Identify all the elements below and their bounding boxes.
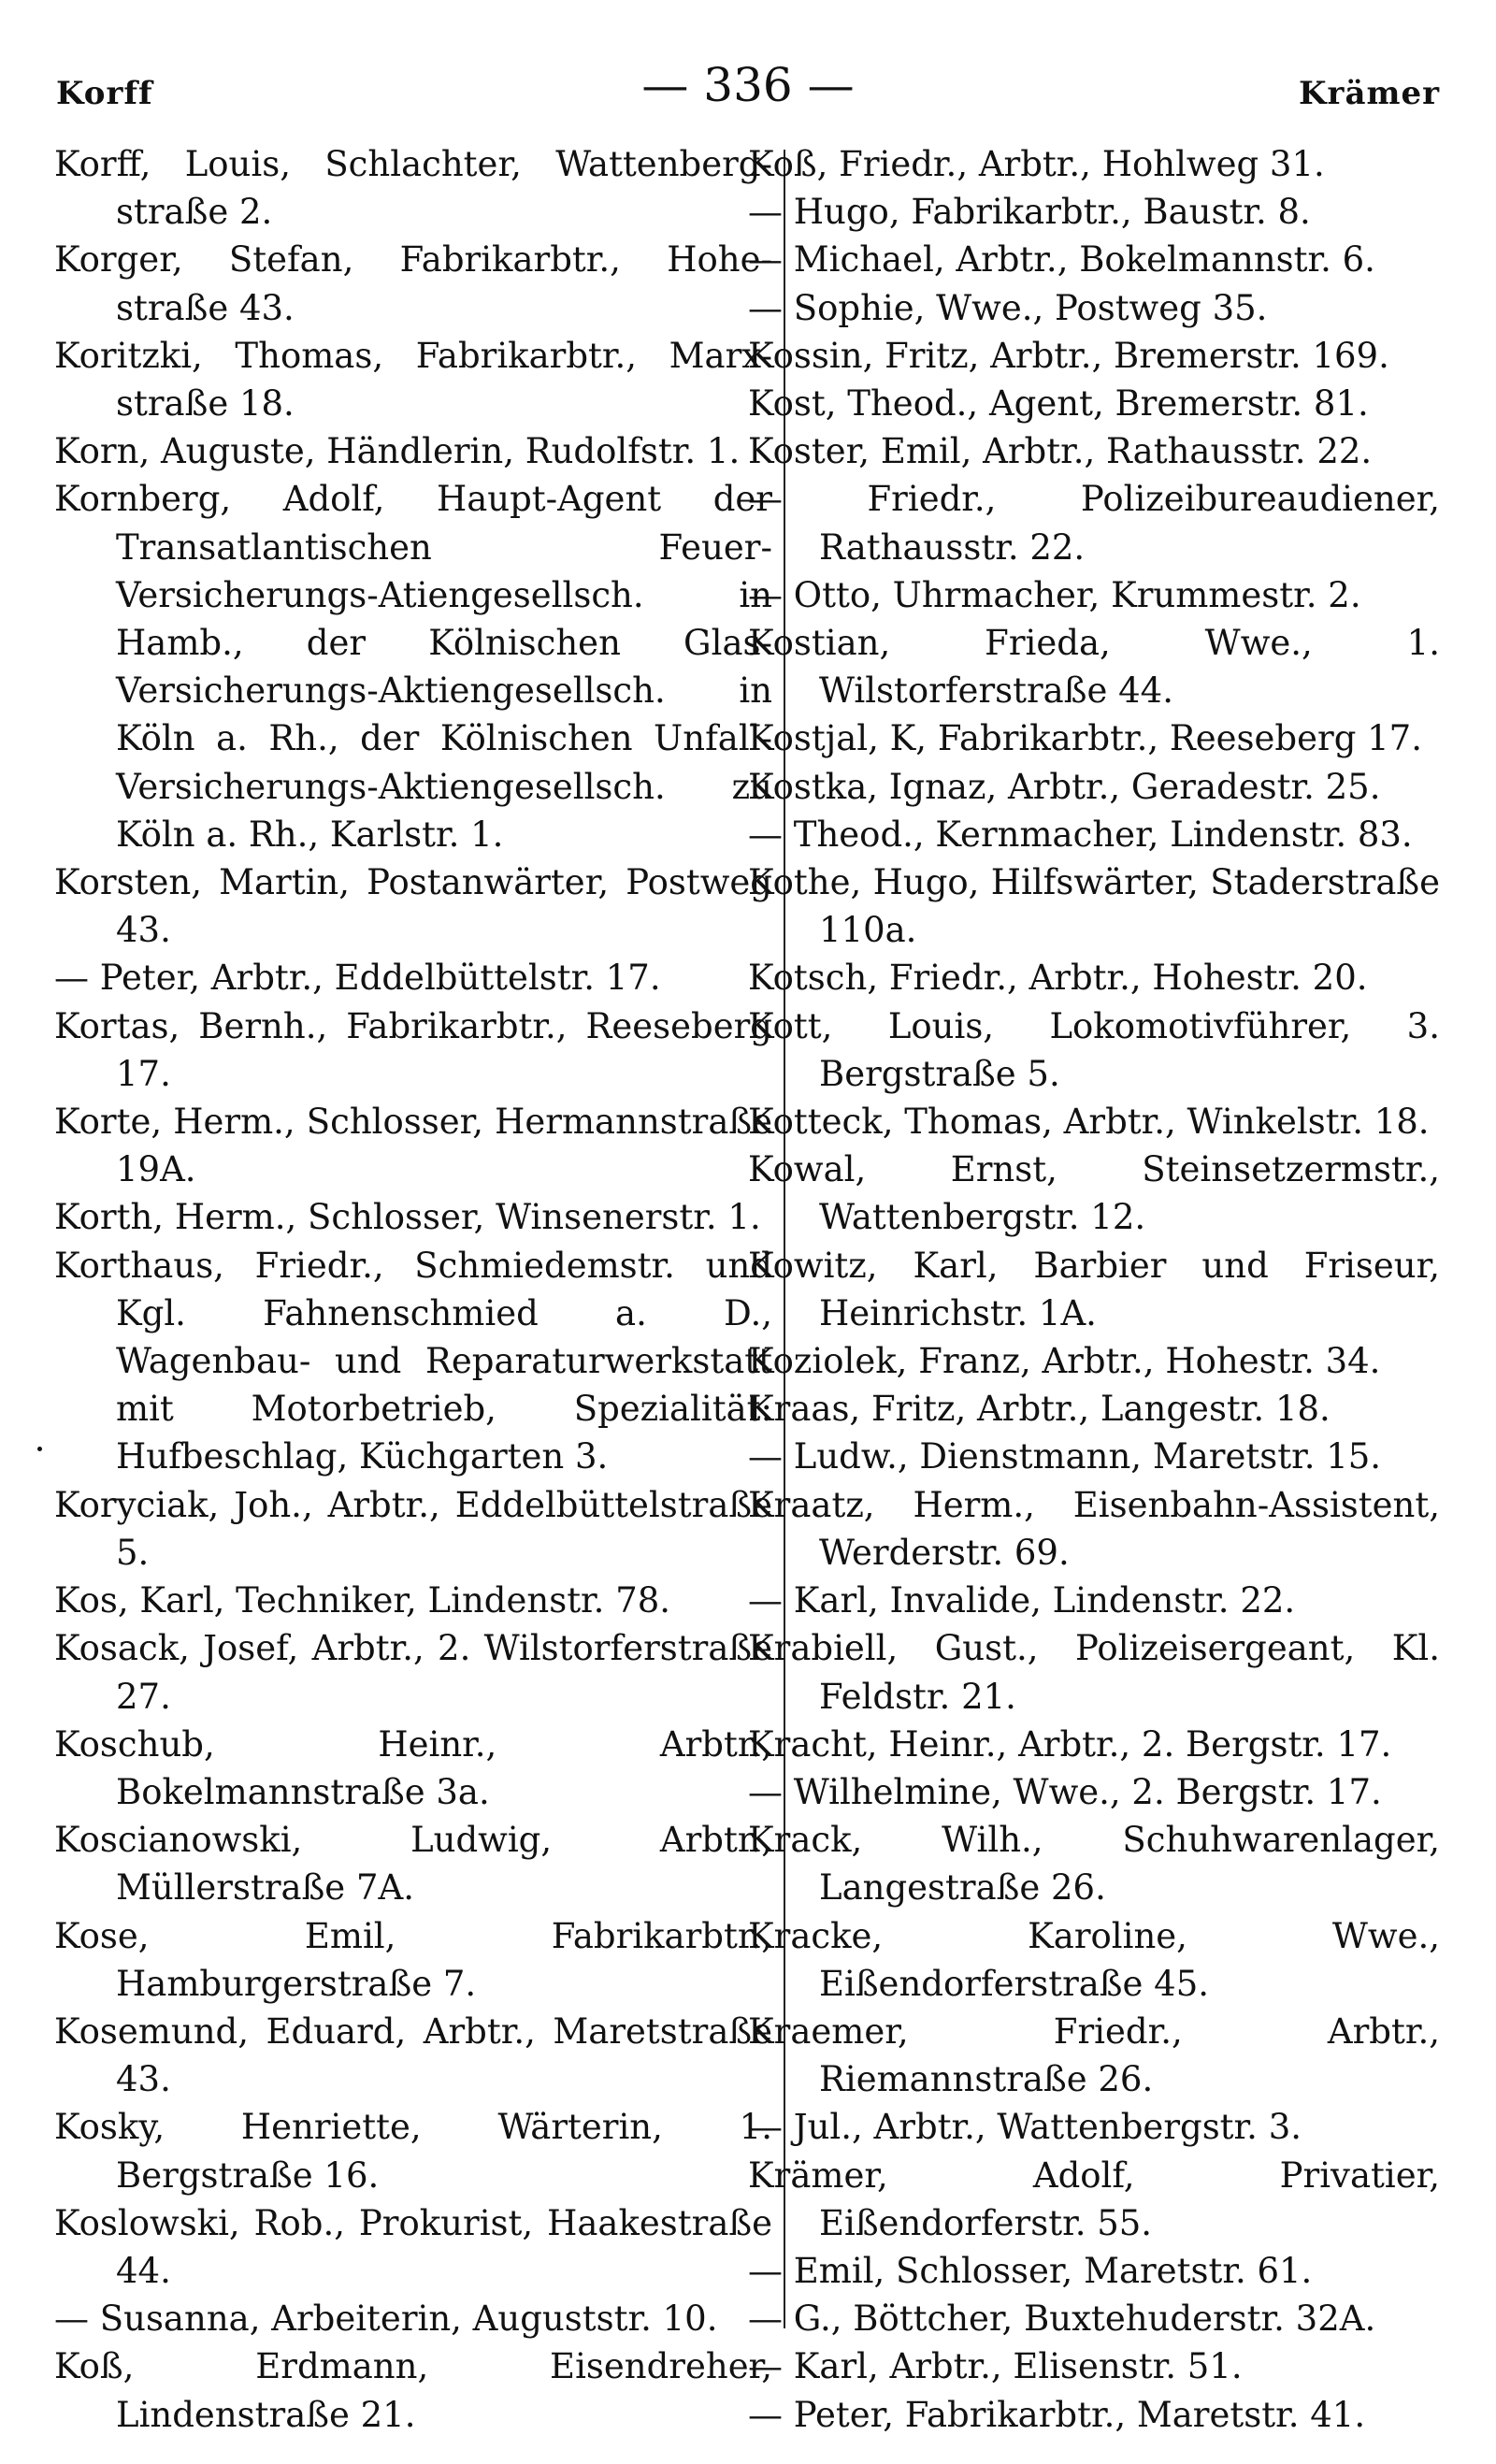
directory-entry: Kraas, Fritz, Arbtr., Langestr. 18. [748, 1389, 1331, 1430]
directory-entry: Koschub, Heinr., Arbtr., Bokelmannstraße 3a. [54, 1723, 772, 1812]
directory-entry: — Otto, Uhrmacher, Krummestr. 2. [748, 574, 1361, 615]
directory-entry: Kose, Emil, Fabrikarbtr., Hamburgerstraße 7. [54, 1915, 772, 2004]
directory-entry: Krämer, Adolf, Privatier, Eißendorferstr. 55. [748, 2154, 1440, 2243]
page-number: — 336 — [641, 58, 855, 112]
directory-entry: Korger, Stefan, Fabrikarbtr., Hohe-straße 43. [54, 239, 772, 328]
directory-entry: Korn, Auguste, Händlerin, Rudolfstr. 1. [54, 431, 741, 472]
directory-entry: Kostian, Frieda, Wwe., 1. Wilstorferstraße 44. [748, 623, 1440, 712]
directory-entry: Kost, Theod., Agent, Bremerstr. 81. [748, 383, 1369, 425]
directory-entry: Kossin, Fritz, Arbtr., Bremerstr. 169. [748, 335, 1389, 376]
directory-entry: Kothe, Hugo, Hilfswärter, Staderstraße 110a. [748, 862, 1440, 951]
directory-entry: — Theod., Kernmacher, Lindenstr. 83. [748, 814, 1413, 855]
directory-entry: — Friedr., Polizeibureaudiener, Rathausstr. 22. [748, 479, 1440, 568]
directory-entry: Koß, Erdmann, Eisendreher, Lindenstraße 21. [54, 2346, 772, 2435]
directory-entry: — Sophie, Wwe., Postweg 35. [748, 287, 1268, 328]
directory-entry: Kotsch, Friedr., Arbtr., Hohestr. 20. [748, 958, 1368, 999]
directory-entry: — Michael, Arbtr., Bokelmannstr. 6. [748, 239, 1375, 281]
directory-entry: Kraemer, Friedr., Arbtr., Riemannstraße 26. [748, 2010, 1440, 2100]
directory-entry: — Ludw., Dienstmann, Maretstr. 15. [748, 1436, 1382, 1477]
directory-entry: Kowal, Ernst, Steinsetzermstr., Wattenbergstr. 12. [748, 1149, 1440, 1238]
directory-entry: — Jul., Arbtr., Wattenbergstr. 3. [748, 2107, 1302, 2148]
page-header [56, 58, 1440, 123]
directory-entry: — Susanna, Arbeiterin, Auguststr. 10. [54, 2298, 718, 2340]
directory-entry: Kracht, Heinr., Arbtr., 2. Bergstr. 17. [748, 1723, 1392, 1765]
directory-entry: Kos, Karl, Techniker, Lindenstr. 78. [54, 1580, 671, 1621]
directory-entry: Kosemund, Eduard, Arbtr., Maretstraße 43. [54, 2010, 772, 2100]
directory-entry: Kraatz, Herm., Eisenbahn-Assistent, Werderstr. 69. [748, 1484, 1440, 1573]
directory-entry: Koslowski, Rob., Prokurist, Haakestraße 44. [54, 2202, 772, 2291]
directory-entry: — Hugo, Fabrikarbtr., Baustr. 8. [748, 192, 1311, 233]
print-speck [37, 1447, 42, 1451]
running-head-left: Korff [56, 75, 153, 112]
directory-entry: Kostjal, K, Fabrikarbtr., Reeseberg 17. [748, 718, 1422, 759]
directory-entry: Korff, Louis, Schlachter, Wattenberg-straße 2. [54, 144, 772, 233]
directory-entry: — Emil, Schlosser, Maretstr. 61. [748, 2250, 1313, 2291]
directory-entry: Krabiell, Gust., Polizeisergeant, Kl. Feldstr. 21. [748, 1628, 1440, 1717]
directory-entry: Korte, Herm., Schlosser, Hermannstraße 19A. [54, 1102, 772, 1190]
directory-entry: Koster, Emil, Arbtr., Rathausstr. 22. [748, 431, 1373, 472]
directory-entry: — Karl, Arbtr., Elisenstr. 51. [748, 2346, 1243, 2387]
directory-entry: Kornberg, Adolf, Haupt-Agent der Transatlantischen Feuer-Versicherungs-Atiengesellsch. in Hamb., der Kölnischen Glas-Versicherungs-Aktiengesellsch. in Köln a. Rh., der Kölnischen Unfall-Versicherungs-Aktiengesellsch. zu Köln a. Rh., Karlstr. 1. [54, 479, 772, 855]
directory-entry: Korth, Herm., Schlosser, Winsenerstr. 1. [54, 1197, 761, 1238]
directory-entry: — Peter, Arbtr., Eddelbüttelstr. 17. [54, 958, 661, 999]
directory-entry: Kotteck, Thomas, Arbtr., Winkelstr. 18. [748, 1102, 1430, 1143]
directory-entry: Koryciak, Joh., Arbtr., Eddelbüttelstraße 5. [54, 1484, 772, 1573]
directory-entry: Kortas, Bernh., Fabrikarbtr., Reeseberg 17. [54, 1005, 772, 1094]
directory-entry: Krack, Wilh., Schuhwarenlager, Langestraße 26. [748, 1820, 1440, 1909]
directory-entry: Kosack, Josef, Arbtr., 2. Wilstorferstraße 27. [54, 1628, 772, 1717]
directory-entry: Kott, Louis, Lokomotivführer, 3. Bergstraße 5. [748, 1005, 1440, 1094]
left-column [54, 140, 772, 2435]
directory-entry: Kowitz, Karl, Barbier und Friseur, Heinrichstr. 1A. [748, 1245, 1440, 1333]
directory-entry: — G., Böttcher, Buxtehuderstr. 32A. [748, 2298, 1376, 2340]
directory-entry: — Wilhelmine, Wwe., 2. Bergstr. 17. [748, 1771, 1382, 1812]
right-column [748, 140, 1440, 2435]
directory-entry: Kosky, Henriette, Wärterin, 1. Bergstraße 16. [54, 2107, 772, 2196]
directory-entry: Koziolek, Franz, Arbtr., Hohestr. 34. [748, 1341, 1381, 1382]
directory-entry: Kostka, Ignaz, Arbtr., Geradestr. 25. [748, 766, 1381, 807]
directory-entry: Koscianowski, Ludwig, Arbtr., Müllerstraße 7A. [54, 1820, 772, 1909]
directory-entry: Koß, Friedr., Arbtr., Hohlweg 31. [748, 144, 1325, 184]
directory-entry: — Peter, Fabrikarbtr., Maretstr. 41. [748, 2394, 1366, 2435]
directory-entry: Korsten, Martin, Postanwärter, Postweg 43. [54, 862, 772, 951]
directory-entry: Koritzki, Thomas, Fabrikarbtr., Marx-straße 18. [54, 335, 772, 425]
directory-entry: Korthaus, Friedr., Schmiedemstr. und Kgl. Fahnenschmied a. D., Wagenbau- und Reparaturwerkstatt mit Motorbetrieb, Spezialität: Hufbeschlag, Küchgarten 3. [54, 1245, 772, 1477]
directory-entry: — Karl, Invalide, Lindenstr. 22. [748, 1580, 1296, 1621]
running-head-right: Krämer [1298, 75, 1440, 112]
directory-entry: Kracke, Karoline, Wwe., Eißendorferstraße 45. [748, 1915, 1440, 2004]
